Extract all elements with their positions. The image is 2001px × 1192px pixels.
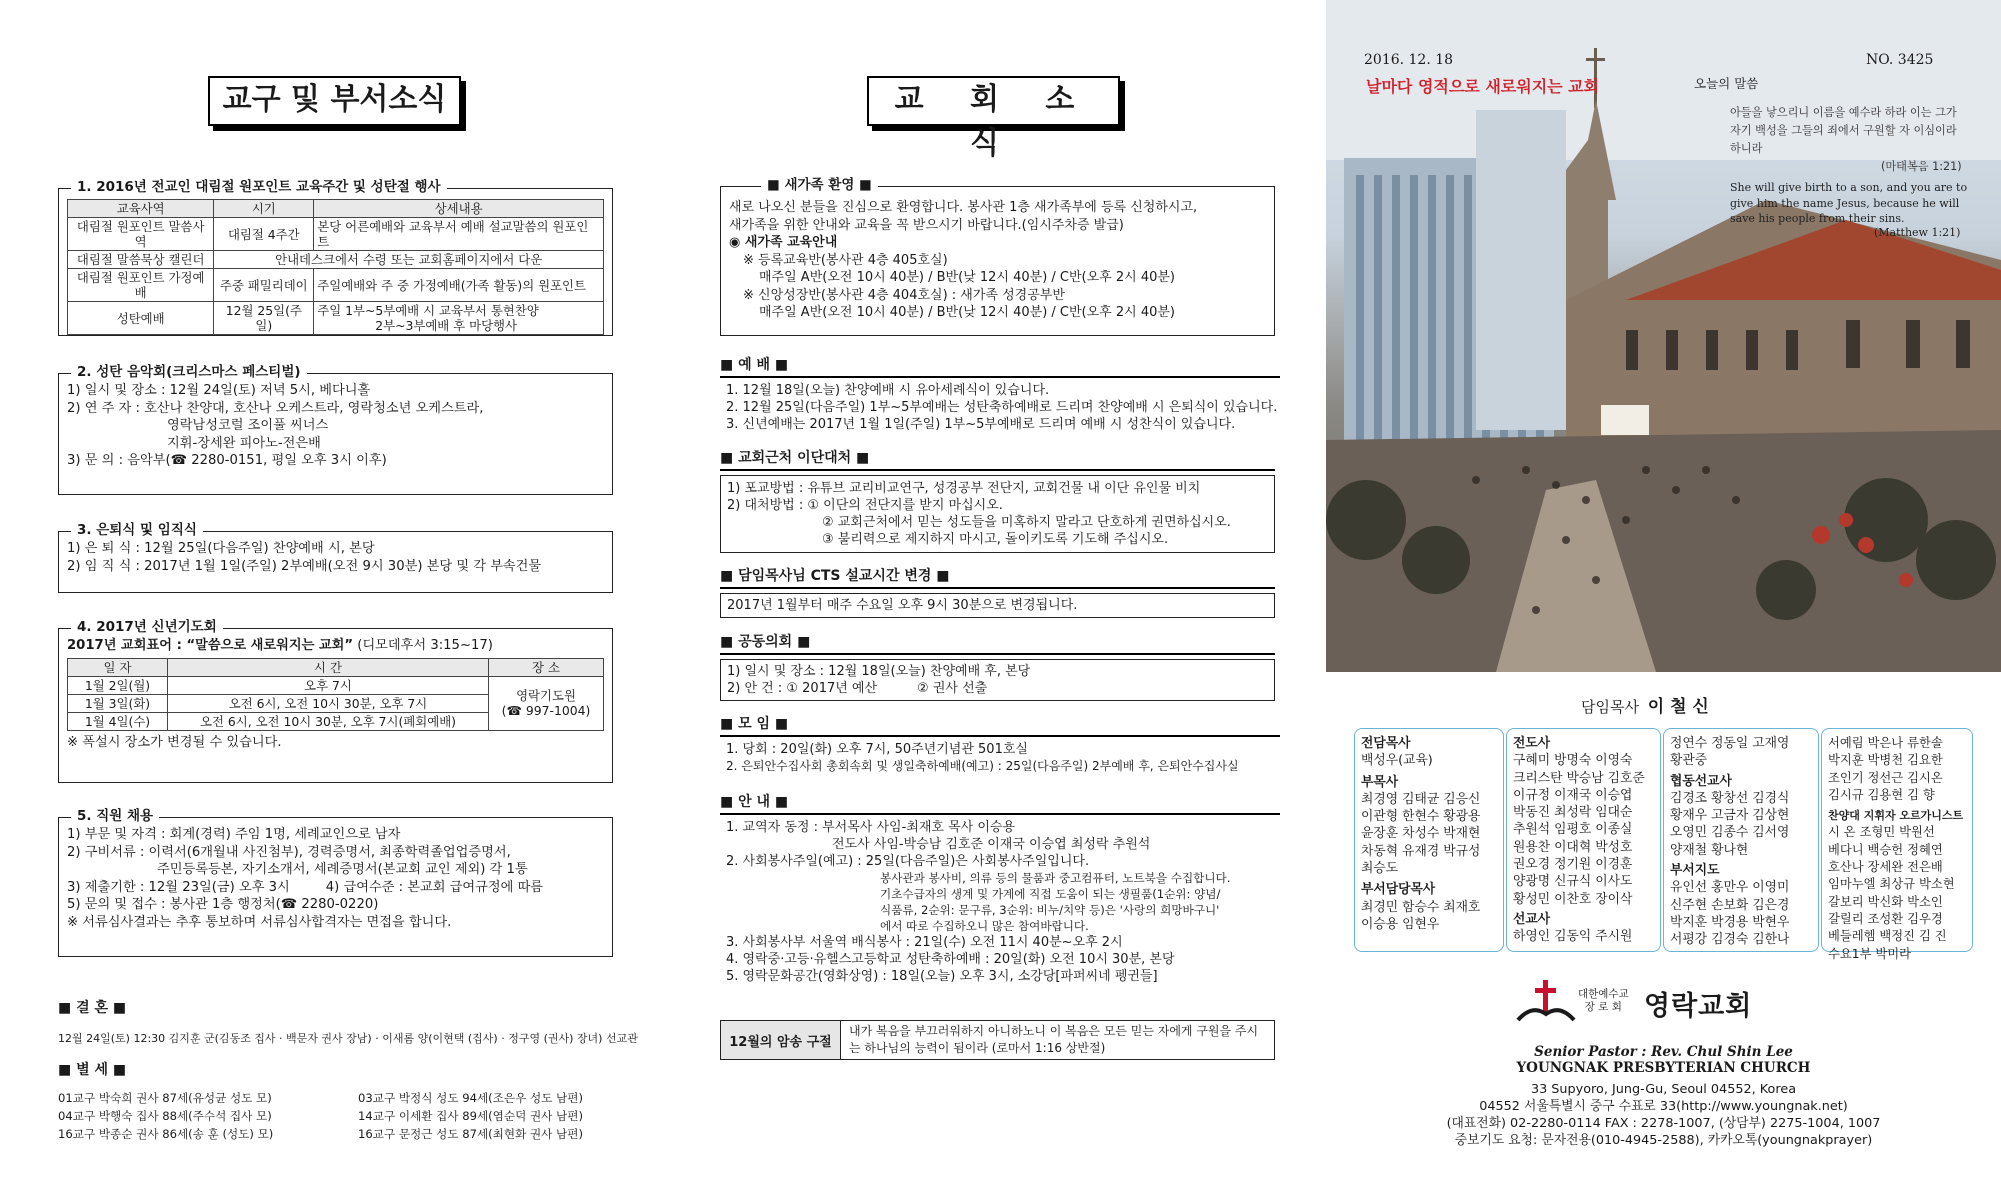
text-line: ※ 등록교육반(봉사관 4층 405호실)	[743, 252, 948, 268]
staff-heading: 부서지도	[1670, 863, 1720, 879]
cell	[489, 676, 604, 730]
church-info	[1326, 1044, 2001, 1076]
text-line: ◉ 새가족 교육안내	[729, 235, 838, 250]
verse-korean: 아들을 낳으리니 이름을 예수라 하라 이는 그가 자기 백성을 그들의 죄에서 구원할 자 이심이라 하니라	[1730, 106, 1957, 155]
th: 시기	[214, 200, 314, 218]
section-title: ■ 교회근처 이단대처 ■	[720, 448, 1275, 471]
issue-date: 2016. 12. 18	[1364, 52, 1454, 68]
place: 영락기도원	[516, 688, 576, 703]
staff-line: 호산나 장세완 전은배	[1828, 860, 1943, 875]
staff-heading: 선교사	[1513, 911, 1551, 927]
table-row	[68, 676, 604, 694]
text-line: 1. 12월 18일(오늘) 찬양예배 시 유아세례식이 있습니다.	[726, 383, 1050, 398]
death-item: 03교구 박정식 성도 94세(조은우 성도 남편)	[358, 1091, 583, 1105]
text-line: 2. 12월 25일(다음주일) 1부~5부예배는 성탄축하예배로 드리며 찬양예배 시 은퇴식이 있습니다.	[726, 400, 1278, 415]
note: ※ 폭설시 장소가 변경될 수 있습니다.	[67, 734, 282, 750]
text-line: 식품류, 2순위: 문구류, 3순위: 비누/치약 등)은 '사랑의 희망바구니'	[880, 903, 1220, 917]
cell: 1월 2일(월)	[68, 676, 168, 694]
table-row	[68, 251, 604, 269]
staff-line: 권오경 정기원 이경훈	[1513, 857, 1633, 873]
death-item: 16교구 박종순 권사 86세(송 훈 (성도) 모)	[58, 1127, 274, 1141]
th: 상세내용	[314, 200, 604, 218]
death-item: 04교구 박행숙 집사 88세(주수석 집사 모)	[58, 1109, 272, 1123]
th: 일 자	[68, 658, 168, 676]
th: 장 소	[489, 658, 604, 676]
cover-page	[1326, 0, 2001, 1192]
text-line: 새로 나오신 분들을 진심으로 환영합니다. 봉사관 1층 새가족부에 등록 신청하시고,	[729, 200, 1198, 215]
staff-line: 박지훈 박경용 박현우	[1670, 914, 1790, 930]
section-council	[720, 632, 1275, 701]
monthly-verse	[720, 1020, 1275, 1060]
verse-label: 12월의 암송 구절	[721, 1021, 841, 1059]
staff-line: 베들레헴 백정진 김 진	[1828, 929, 1947, 944]
staff-heading: 부목사	[1361, 774, 1399, 790]
text-line: 2) 안 건 : ① 2017년 예산	[727, 681, 878, 696]
staff-heading: 전도사	[1513, 736, 1551, 751]
staff-line: 유인선 홍만우 이영미	[1670, 880, 1790, 896]
th: 시 간	[168, 658, 489, 676]
staff-line: 이규정 이재국 이승엽	[1513, 787, 1633, 803]
staff-line: 양광명 신규식 이사도	[1513, 874, 1633, 890]
church-logo-icon	[1516, 980, 1576, 1026]
staff-line: 조인기 정선근 김시온	[1828, 770, 1943, 785]
text-line: 주민등록등본, 자기소개서, 세례증명서(본교회 교인 제외) 각 1통	[157, 862, 528, 877]
slogan: 날마다 영적으로 새로워지는 교회	[1366, 77, 1600, 96]
staff-line: 백성우(교육)	[1361, 753, 1433, 769]
death-item: 14교구 이세환 집사 89세(염순덕 권사 남편)	[358, 1109, 583, 1123]
section-hiring	[58, 808, 613, 957]
staff-line: 최승도	[1361, 861, 1399, 877]
text-line: 2) 임 직 식 : 2017년 1월 1일(주일) 2부예배(오전 9시 30분) 본당 및 각 부속건물	[67, 558, 542, 574]
prayer-table	[67, 658, 604, 731]
senior-pastor	[1581, 692, 1709, 717]
staff-line: 정연수 정동일 고재영	[1670, 736, 1790, 751]
staff-line: 수요1부 박미라	[1828, 946, 1912, 961]
staff-heading: 부서담당목사	[1361, 882, 1436, 898]
staff-box-pastors	[1354, 728, 1504, 952]
text-line: 5) 문의 및 접수 : 봉사관 1층 행정처(☎ 2280-0220)	[67, 897, 379, 912]
section-title: ■ 공동의회 ■	[720, 632, 1275, 655]
cell: 1월 4일(수)	[68, 712, 168, 730]
table-row	[68, 269, 604, 302]
text-line: ※ 서류심사결과는 추후 통보하며 서류심사합격자는 면접을 합니다.	[67, 914, 452, 930]
text-line: 1) 은 퇴 식 : 12월 25일(다음주일) 찬양예배 시, 본당	[67, 541, 375, 556]
staff-line: 갈보리 박신화 박소인	[1828, 894, 1943, 909]
text-line: 2. 은퇴안수집사회 총회속회 및 생일축하예배(예고) : 25일(다음주일) 2부예배 후, 은퇴안수집사실	[726, 759, 1239, 773]
staff-line: 이관형 한현수 황광용	[1361, 809, 1481, 825]
staff-line: 차동혁 유재경 박규성	[1361, 843, 1481, 859]
text-line: 1) 부문 및 자격 : 회계(경력) 주임 1명, 세례교인으로 남자	[67, 827, 401, 842]
text-line: 2) 구비서류 : 이력서(6개월내 사진첨부), 경력증명서, 최종학력졸업업증명서,	[67, 844, 511, 860]
text-line: 매주일 A반(오전 10시 40분) / B반(낮 12시 40분) / C반(오후 2시 40분)	[759, 305, 1176, 320]
text-line: 1) 포교방법 : 유튜브 교리비교연구, 성경공부 전단지, 교회건물 내 이단 유인물 비치	[727, 481, 1201, 496]
section-title: 2. 성탄 음악회(크리스마스 페스티벌)	[71, 363, 307, 381]
staff-line: 황재우 고금자 김상현	[1670, 808, 1790, 824]
text-line: 1) 일시 및 장소 : 12월 18일(오늘) 찬양예배 후, 본당	[727, 664, 1031, 679]
church-sub1: 대한예수교	[1578, 988, 1629, 1000]
text-line: 새가족을 위한 안내와 교육을 꼭 받으시기 바랍니다.(임시주차증 발급)	[729, 217, 1124, 233]
church-illustration	[1326, 0, 2001, 672]
text-line: 전도사 사임-박승남 김호준 이재국 이승엽 최성락 추원석	[832, 837, 1151, 852]
wedding-text: 12월 24일(토) 12:30 김지훈 군(김동조 집사 · 백문자 권사 장남) · 이새롬 양(이현택 (집사) · 정구영 (권사) 장녀) 선교관	[58, 1032, 638, 1045]
section-title: ■ 새가족 환영 ■	[761, 176, 878, 194]
section-meeting	[720, 714, 1280, 775]
text-line: ③ 불리력으로 제지하지 마시고, 돌이키도록 기도해 주십시오.	[822, 532, 1169, 547]
section-concert	[58, 364, 613, 495]
church-subtitle	[1578, 988, 1629, 1014]
text-line: ※ 신앙성장반(봉사관 4층 404호실) : 새가족 성경공부반	[743, 287, 1065, 303]
verse-text: 내가 복음을 부끄러워하지 아니하노니 이 복음은 모든 믿는 자에게 구원을 주시는 하나님의 능력이 됨이라 (로마서 1:16 상반절)	[849, 1024, 1259, 1055]
left-page-title: 교구 및 부서소식	[208, 76, 461, 126]
staff-line: 크리스탄 박승남 김호준	[1513, 770, 1645, 786]
cell-line: 2부~3부예배 후 마당행사	[375, 318, 517, 333]
staff-line: 박지훈 박병천 김요한	[1828, 753, 1943, 768]
cell: 오전 6시, 오전 10시 30분, 오후 7시(폐회예배)	[168, 712, 489, 730]
text-line: 4. 영락중·고등·유헬스고등학교 성탄축하예배 : 20일(화) 오전 10시 30분, 본당	[726, 952, 1175, 967]
cell	[314, 302, 604, 335]
text-line: 지휘-장세완 피아노-전은배	[167, 435, 321, 451]
cell: 대림절 말씀묵상 캘린더	[68, 251, 214, 269]
text-line: 1. 교역자 동정 : 부서목사 사임-최재호 목사 이승용	[726, 820, 1016, 835]
cell: 주중 패밀리데이	[214, 269, 314, 302]
church-sub2: 장 로 회	[1584, 1001, 1622, 1013]
verse-english: She will give birth to a son, and you are to give him the name Jesus, because he will save his people from their sins.	[1730, 181, 1968, 225]
staff-line: 임마누엘 최상규 박소현	[1828, 877, 1955, 892]
staff-line: 최경민 함승수 최재호	[1361, 899, 1481, 915]
section-title: ■ 안 내 ■	[720, 792, 1280, 815]
text-line: 2) 연 주 자 : 호산나 찬양대, 호산나 오케스트라, 영락청소년 오케스트라,	[67, 400, 484, 416]
table-row	[68, 218, 604, 251]
staff-line: 원용찬 이대혁 박성호	[1513, 839, 1633, 855]
cell: 오후 7시	[168, 676, 489, 694]
section-title: ■ 예 배 ■	[720, 355, 1280, 378]
cell: 대림절 원포인트 말씀사역	[68, 218, 214, 251]
staff-heading: 협동선교사	[1670, 773, 1732, 789]
staff-heading: 전담목사	[1361, 736, 1411, 751]
text-line: ② 교회근처에서 믿는 성도들을 미혹하지 말라고 단호하게 권면하십시오.	[822, 515, 1231, 530]
cell: 대림절 4주간	[214, 218, 314, 251]
staff-line: 신주현 손보화 김은경	[1670, 897, 1790, 913]
text-line: 1) 일시 및 장소 : 12월 24일(토) 저녁 5시, 베다니홀	[67, 383, 371, 398]
text-line: 매주일 A반(오전 10시 40분) / B반(낮 12시 40분) / C반(오후 2시 40분)	[759, 270, 1176, 285]
section-cts	[720, 566, 1275, 618]
th: 교육사역	[68, 200, 214, 218]
section-notice	[720, 792, 1280, 985]
cell-line: 주일 1부~5부예배 시 교육부서 통현찬양	[317, 303, 539, 318]
death-title: ■ 별 세 ■	[58, 1062, 127, 1078]
section-title: 5. 직원 채용	[71, 807, 159, 825]
staff-line: 추원석 임평호 이종실	[1513, 822, 1633, 838]
section-worship	[720, 355, 1280, 433]
staff-line: 갈릴리 조성환 김우경	[1828, 911, 1943, 926]
cell: 대림절 원포인트 가정예배	[68, 269, 214, 302]
prayer-request: 중보기도 요청: 문자전용(010-4945-2588), 카카오톡(youngnakprayer)	[1454, 1133, 1873, 1148]
staff-box-evangelists	[1506, 728, 1661, 952]
staff-line: 구혜미 방명숙 이영숙	[1513, 753, 1633, 769]
staff-line: 김경조 황창선 김경식	[1670, 790, 1790, 806]
staff-line: 서평강 김경숙 김한나	[1670, 932, 1790, 948]
text-line: 3. 신년예배는 2017년 1월 1일(주일) 1부~5부예배로 드리며 예배 시 성찬식이 있습니다.	[726, 417, 1236, 432]
text-line: 1. 당회 : 20일(화) 오후 7시, 50주년기념관 501호실	[726, 742, 1028, 757]
korean-address: 04552 서울특별시 중구 수표로 33(http://www.youngnak.net)	[1479, 1099, 1848, 1114]
english-church-name: YOUNGNAK PRESBYTERIAN CHURCH	[1516, 1060, 1811, 1076]
text-line: 에서 따로 수집하오니 많은 참여바랍니다.	[880, 919, 1089, 933]
staff-line: 오영민 김종수 김서영	[1670, 825, 1790, 841]
cell: 본당 어른예배와 교육부서 예배 설교말씀의 원포인트	[314, 218, 604, 251]
cell: 안내데스크에서 수령 또는 교회홈페이지에서 다운	[214, 251, 604, 269]
text-line: 기초수급자의 생계 및 가계에 직접 도움이 되는 생필품(1순위: 양념/	[880, 887, 1221, 901]
staff-line: 최경영 김태균 김응신	[1361, 791, 1481, 807]
staff-line: 서예림 박은나 류한솔	[1828, 736, 1943, 750]
pastor-name: 이 철 신	[1647, 697, 1709, 717]
text-line: 영락남성코럴 조이풀 씨너스	[167, 418, 329, 433]
text-line: 4) 급여수준 : 본교회 급여규정에 따름	[325, 879, 544, 895]
pastor-label: 담임목사	[1581, 698, 1639, 716]
staff-line: 시 온 조형민 박원선	[1828, 825, 1935, 840]
motto: 2017년 교회표어 : “말씀으로 새로워지는 교회”	[67, 638, 354, 653]
issue-number: NO. 3425	[1866, 52, 1934, 68]
church-photo	[1326, 0, 2001, 672]
staff-line: 하영인 김동익 주시원	[1513, 929, 1633, 945]
staff-line: 박동진 최성락 임대순	[1513, 805, 1633, 821]
staff-line: 양재철 황나현	[1670, 842, 1749, 858]
text-line: 3) 문 의 : 음악부(☎ 2280-0151, 평일 오후 3시 이후)	[67, 453, 387, 468]
death-item: 01교구 박숙희 권사 87세(유성균 성도 모)	[58, 1091, 272, 1105]
verse-title: 오늘의 말씀	[1694, 76, 1759, 91]
staff-box-choir	[1821, 728, 1973, 961]
motto-ref: (디모데후서 3:15~17)	[357, 638, 493, 653]
staff-line: 황관중	[1670, 753, 1708, 769]
section-title: ■ 담임목사님 CTS 설교시간 변경 ■	[720, 566, 1275, 589]
death-item: 16교구 문정근 성도 87세(최현화 권사 남편)	[358, 1127, 583, 1141]
text-line: 2) 대처방법 : ① 이단의 전단지를 받지 마십시오.	[727, 498, 1003, 513]
staff-heading: 찬양대 지휘자 오르가니스트	[1828, 809, 1964, 823]
cell: 오전 6시, 오전 10시 30분, 오후 7시	[168, 694, 489, 712]
cts-text: 2017년 1월부터 매주 수요일 오후 9시 30분으로 변경됩니다.	[720, 593, 1275, 618]
section-retirement	[58, 522, 613, 593]
place-tel: (☎ 997-1004)	[501, 703, 591, 718]
section-title: 1. 2016년 전교인 대림절 원포인트 교육주간 및 성탄절 행사	[71, 178, 447, 196]
church-name: 영락교회	[1644, 991, 1753, 1022]
text-line: 5. 영락문화공간(영화상영) : 18일(오늘) 오후 3시, 소강당[파퍼씨네 펭귄들]	[726, 969, 1158, 984]
cell: 1월 3일(화)	[68, 694, 168, 712]
table-row	[68, 302, 604, 335]
staff-box-missionaries	[1663, 728, 1819, 952]
staff-line: 이승용 임현우	[1361, 916, 1440, 932]
section-title: 3. 은퇴식 및 임직식	[71, 521, 203, 539]
staff-line: 김시규 김용현 김 향	[1828, 787, 1935, 802]
section-newyear-prayer	[58, 619, 613, 783]
text-line: 2. 사회봉사주일(예고) : 25일(다음주일)은 사회봉사주일입니다.	[726, 854, 1090, 869]
staff-line: 윤장훈 차성수 박재현	[1361, 826, 1481, 842]
section-death	[58, 1062, 618, 1143]
section-wedding	[58, 1000, 638, 1047]
verse-english-ref: (Matthew 1:21)	[1874, 226, 1961, 239]
wedding-title: ■ 결 혼 ■	[58, 1000, 127, 1016]
cell: 성탄예배	[68, 302, 214, 335]
english-pastor: Senior Pastor : Rev. Chul Shin Lee	[1534, 1044, 1793, 1060]
cell: 주일예배와 주 중 가정예배(가족 활동)의 원포인트	[314, 269, 604, 302]
phone-numbers: (대표전화) 02-2280-0114 FAX : 2278-1007, (상담부) 2275-1004, 1007	[1446, 1116, 1881, 1131]
section-title: ■ 모 임 ■	[720, 714, 1280, 737]
cell: 12월 25일(주일)	[214, 302, 314, 335]
staff-line: 황성민 이찬호 장이삭	[1513, 891, 1633, 907]
advent-table	[67, 199, 604, 335]
left-page	[48, 0, 638, 1192]
middle-page	[715, 0, 1280, 1192]
text-line: 3) 제출기한 : 12월 23일(금) 오후 3시	[67, 879, 290, 895]
middle-page-title: 교 회 소 식	[867, 76, 1120, 126]
church-logo	[1516, 980, 1816, 1030]
section-title: 4. 2017년 신년기도회	[71, 618, 223, 636]
english-address: 33 Supyoro, Jung-Gu, Seoul 04552, Korea	[1530, 1082, 1797, 1097]
church-contact	[1326, 1081, 2001, 1149]
section-heresy	[720, 448, 1275, 553]
section-advent	[58, 179, 613, 336]
section-newcomer	[720, 177, 1275, 336]
text-line: ② 권사 선출	[917, 681, 988, 696]
verse-korean-ref: (마태복음 1:21)	[1881, 160, 1962, 173]
text-line: 3. 사회봉사부 서울역 배식봉사 : 21일(수) 오전 11시 40분~오후 2시	[726, 935, 1123, 950]
staff-line: 베다니 백승헌 정혜연	[1828, 842, 1943, 857]
text-line: 봉사관과 봉사비, 의류 등의 물품과 중고컴퓨터, 노트북을 수집합니다.	[880, 871, 1231, 885]
